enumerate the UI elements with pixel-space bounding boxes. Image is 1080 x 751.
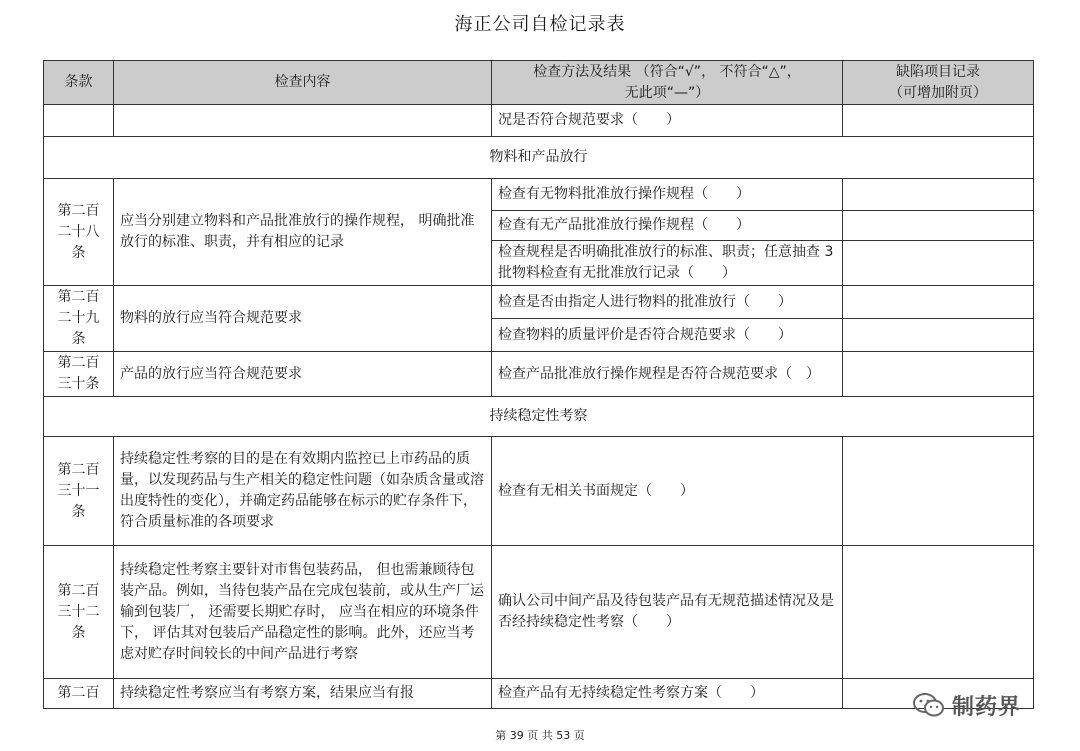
page-title: 海正公司自检记录表 [454,14,626,35]
article-line: 三十条 [57,376,100,392]
article-cell [44,179,114,286]
article-cell [44,546,114,679]
method-cell: 检查物料的质量评价是否符合规范要求（ ） [492,319,843,352]
header-content: 检查内容 [114,61,492,105]
header-defect [843,61,1034,105]
method-cell: 检查规程是否明确批准放行的标准、职责；任意抽查 3 批物料检查有无批准放行记录（ ） [492,241,843,286]
header-row [44,61,1034,105]
inspection-table [43,60,1034,709]
method-cell: 检查有无产品批准放行操作规程（ ） [492,211,843,241]
article-line: 第二百 [57,289,100,305]
article-line: 二十九 [57,310,100,326]
article-line: 第二百 [57,202,100,219]
article-cell [44,437,114,546]
defect-cell [843,352,1034,397]
watermark [912,690,1052,720]
table-row [44,352,1034,397]
defect-cell [843,179,1034,211]
article-line: 条 [71,244,86,261]
article-cell [44,679,114,709]
article-line: 第二百 [57,685,100,701]
header-article: 条款 [44,61,114,105]
article-cell [44,286,114,352]
defect-cell [843,546,1034,679]
section-title-stability: 持续稳定性考察 [44,397,1034,437]
method-cell: 检查有无物料批准放行操作规程（ ） [492,179,843,211]
header-defect-line2: （可增加附页） [889,84,987,101]
section-title-release: 物料和产品放行 [44,137,1034,179]
content-cell: 物料的放行应当符合规范要求 [114,286,492,352]
header-method [492,61,843,105]
header-method-line1: 检查方法及结果 （符合“√”， 不符合“△”， [533,63,801,80]
table-row [44,105,1034,137]
wechat-icon [912,692,946,718]
defect-cell [843,211,1034,241]
content-cell: 持续稳定性考察的目的是在有效期内监控已上市药品的质量，以发现药品与生产相关的稳定性问题（如杂质含量或溶出度特性的变化），并确定药品能够在标示的贮存条件下，符合质量标准的各项要求 [114,437,492,546]
defect-cell [843,286,1034,319]
article-line: 第二百 [57,355,100,371]
method-cell: 检查产品有无持续稳定性考察方案（ ） [492,679,843,709]
method-cell: 检查是否由指定人进行物料的批准放行（ ） [492,286,843,319]
article-line: 条 [71,331,86,347]
table-row [44,179,1034,211]
article-line: 条 [71,503,86,520]
defect-cell [843,241,1034,286]
header-defect-line1: 缺陷项目记录 [896,63,980,80]
article-cell [44,352,114,397]
article-line: 第二百 [57,461,100,478]
article-line: 二十八 [57,223,100,240]
article-line: 条 [71,624,86,641]
watermark-text: 制药界 [952,694,1022,720]
method-cell: 检查有无相关书面规定（ ） [492,437,843,546]
method-cell: 确认公司中间产品及待包装产品有无规范描述情况及是否经持续稳定性考察（ ） [492,546,843,679]
article-line: 第二百 [57,582,100,599]
page-number: 第 39 页 共 53 页 [495,729,585,742]
content-cell [114,105,492,137]
content-cell: 应当分别建立物料和产品批准放行的操作规程， 明确批准放行的标准、职责，并有相应的记录 [114,179,492,286]
content-cell: 持续稳定性考察主要针对市售包装药品， 但也需兼顾待包装产品。例如，当待包装产品在完成包装前，或从生产厂运输到包装厂， 还需要长期贮存时， 应当在相应的环境条件下， 评估其对包装后产品稳定性的影响。此外，还应当考虑对贮存时间较长的中间产品进行考察 [114,546,492,679]
defect-cell [843,437,1034,546]
article-cell [44,105,114,137]
section-row [44,397,1034,437]
method-cell: 况是否符合规范要求（ ） [492,105,843,137]
defect-cell [843,319,1034,352]
content-cell: 持续稳定性考察应当有考察方案，结果应当有报 [114,679,492,709]
defect-cell [843,105,1034,137]
method-cell: 检查产品批准放行操作规程是否符合规范要求（ ） [492,352,843,397]
table-row [44,286,1034,319]
table-row [44,437,1034,546]
table-row [44,546,1034,679]
article-line: 三十二 [57,603,100,620]
section-row [44,137,1034,179]
article-line: 三十一 [57,482,100,499]
header-method-line2: 无此项“—”） [624,84,710,101]
content-cell: 产品的放行应当符合规范要求 [114,352,492,397]
table-row [44,679,1034,709]
